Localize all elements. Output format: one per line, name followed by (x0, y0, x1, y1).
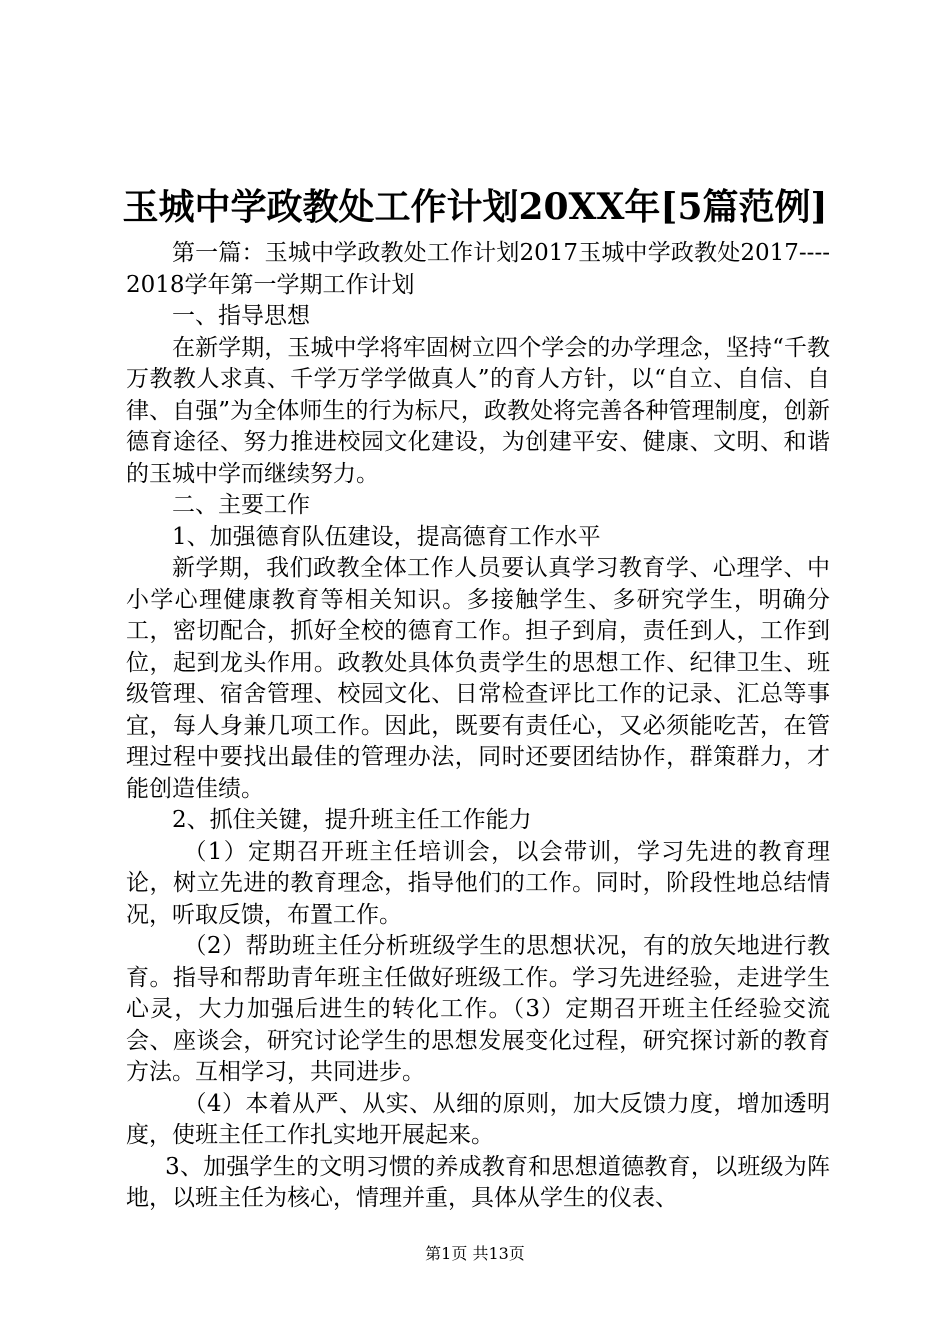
heading-guiding-ideology: 一、指导思想 (172, 303, 310, 329)
paragraph-1: 第一篇：玉城中学政教处工作计划2017玉城中学政教处2017----2018学年第一学期工作计划 (126, 240, 830, 298)
subheading-1: 1、加强德育队伍建设，提高德育工作水平 (172, 523, 601, 550)
paragraph-item-2-3: （2）帮助班主任分析班级学生的思想状况，有的放矢地进行教育。指导和帮助青年班主任做好班级工作。学习先进经验，走进学生心灵，大力加强后进生的转化工作。（3）定期召开班主任经验交流会、座谈会，研究讨论学生的思想发展变化过程，研究探讨新的教育方法。互相学习，共同进步。 (126, 933, 830, 1085)
subheading-2: 2、抓住关键，提升班主任工作能力 (172, 807, 532, 833)
page-footer: 第1页 共13页 (425, 1244, 525, 1263)
document-body (126, 238, 830, 1215)
subheading-3: 3、加强学生的文明习惯的养成教育和思想道德教育，以班级为阵地，以班主任为核心，情理并重，具体从学生的仪表、 (126, 1153, 830, 1211)
document-title: 玉城中学政教处工作计划20XX年[5篇范例] (122, 186, 828, 228)
paragraph-item-4: （4）本着从严、从实、从细的原则，加大反馈力度，增加透明度，使班主任工作扎实地开展起来。 (126, 1090, 830, 1148)
paragraph-moral-team: 新学期，我们政教全体工作人员要认真学习教育学、心理学、中小学心理健康教育等相关知识。多接触学生、多研究学生，明确分工，密切配合，抓好全校的德育工作。担子到肩，责任到人，工作到位，起到龙头作用。政教处具体负责学生的思想工作、纪律卫生、班级管理、宿舍管理、校园文化、日常检查评比工作的记录、汇总等事宜，每人身兼几项工作。因此，既要有责任心，又必须能吃苦，在管理过程中要找出最佳的管理办法，同时还要团结协作，群策群力，才能创造佳绩。 (126, 555, 830, 802)
paragraph-item-1: （1）定期召开班主任培训会，以会带训，学习先进的教育理论，树立先进的教育理念，指导他们的工作。同时，阶段性地总结情况，听取反馈，布置工作。 (126, 838, 830, 928)
paragraph-guiding-ideology: 在新学期，玉城中学将牢固树立四个学会的办学理念，坚持“千教万教教人求真、千学万学学做真人”的育人方针，以“自立、自信、自律、自强”为全体师生的行为标尺，政教处将完善各种管理制度，创新德育途径、努力推进校园文化建设，为创建平安、健康、文明、和谐的玉城中学而继续努力。 (126, 334, 830, 487)
heading-main-work: 二、主要工作 (172, 492, 310, 518)
